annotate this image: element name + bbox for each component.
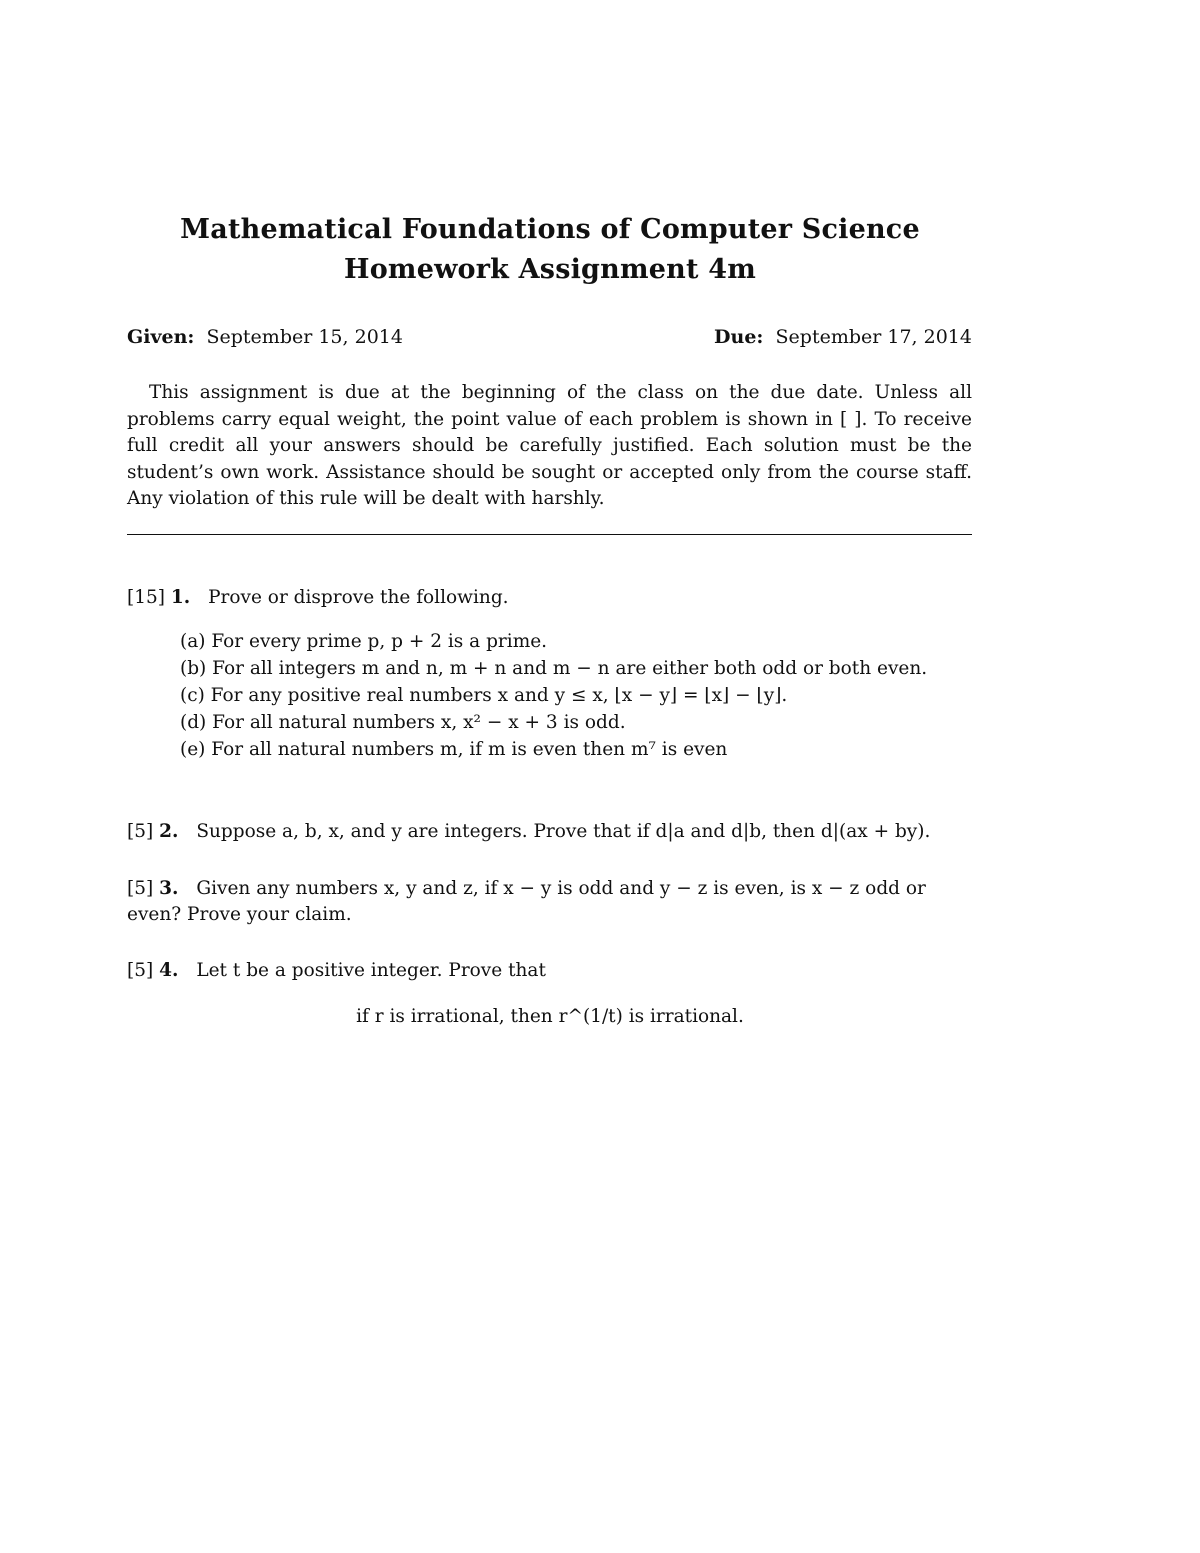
problem-1-points: [15] (127, 587, 165, 608)
due-date: Due: September 17, 2014 (714, 326, 972, 348)
problem-4-text: Let t be a positive integer. Prove that (196, 960, 546, 981)
problem-4-points: [5] (127, 960, 154, 981)
due-label: Due: (714, 326, 764, 348)
problem-3-points: [5] (127, 878, 154, 899)
problem-3-text: Given any numbers x, y and z, if x − y is odd and y − z is even, is x − z odd or even? Prove your claim. (127, 878, 926, 925)
problem-1-number: 1. (170, 587, 191, 608)
problem-2-text: Suppose a, b, x, and y are integers. Prove that if d|a and d|b, then d|(ax + by). (196, 821, 931, 842)
given-date: Given: September 15, 2014 (127, 326, 403, 348)
problem-1-text: Prove or disprove the following. (208, 587, 509, 608)
problem-1-part-d: (d) For all natural numbers x, x² − x + 3 is odd. (180, 712, 626, 733)
problem-2-number: 2. (159, 821, 179, 842)
problem-3 (127, 876, 972, 928)
problem-1-part-c: (c) For any positive real numbers x and y ≤ x, ⌊x − y⌋ = ⌊x⌋ − ⌊y⌋. (180, 685, 788, 706)
problem-4 (127, 958, 972, 984)
instructions-paragraph: This assignment is due at the beginning of the class on the due date. Unless all problems carry equal weight, the point value of each problem is shown in [ ]. To receive full credit all your answers should be carefully justified. Each solution must be the student’s own work. Assistance should be sought or accepted only from the course staff. Any violation of this rule will be dealt with harshly. (127, 382, 972, 509)
problem-1-part-a: (a) For every prime p, p + 2 is a prime. (180, 631, 548, 652)
problem-1 (127, 585, 972, 611)
problem-2-points: [5] (127, 821, 154, 842)
horizontal-rule (127, 534, 972, 535)
course-title: Mathematical Foundations of Computer Science (180, 214, 920, 245)
problem-1-part-e: (e) For all natural numbers m, if m is even then m⁷ is even (180, 739, 728, 760)
given-label: Given: (127, 326, 195, 348)
problem-3-number: 3. (159, 878, 179, 899)
problem-4-number: 4. (159, 960, 179, 981)
problem-1-part-b: (b) For all integers m and n, m + n and m − n are either both odd or both even. (180, 658, 928, 679)
assignment-title: Homework Assignment 4m (344, 254, 756, 285)
problem-2 (127, 819, 972, 845)
date-line (127, 326, 972, 348)
problem-1-parts (180, 628, 980, 763)
problem-4-display-statement: if r is irrational, then r^(1/t) is irrational. (356, 1006, 744, 1027)
